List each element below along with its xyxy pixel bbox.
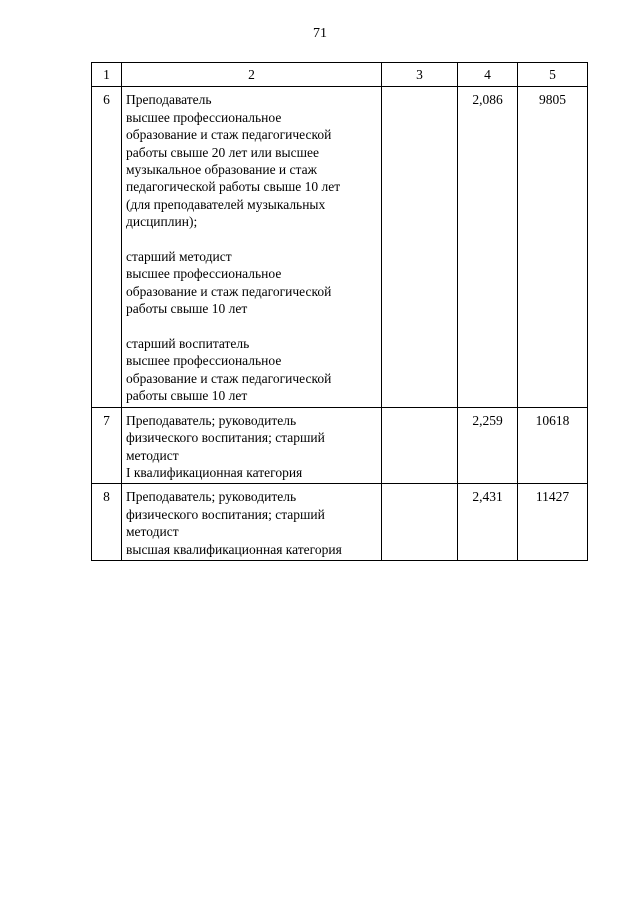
salary-table xyxy=(91,62,588,561)
description-line: методист xyxy=(126,524,179,540)
coefficient-cell: 2,086 xyxy=(458,87,518,407)
empty-cell xyxy=(382,407,458,484)
paragraph-gap xyxy=(126,231,377,248)
position-description xyxy=(122,407,382,484)
position-description xyxy=(122,484,382,561)
description-line: работы свыше 10 лет xyxy=(126,388,248,404)
description-line: Преподаватель xyxy=(126,92,212,108)
header-cell-3: 3 xyxy=(382,63,458,87)
header-cell-4: 4 xyxy=(458,63,518,87)
header-cell-5: 5 xyxy=(518,63,588,87)
page-number: 71 xyxy=(313,26,327,41)
coefficient-cell: 2,431 xyxy=(458,484,518,561)
paragraph-gap xyxy=(126,318,377,335)
description-line: образование и стаж педагогической xyxy=(126,370,332,386)
description-line: образование и стаж педагогической xyxy=(126,127,332,143)
description-line: высшее профессиональное xyxy=(126,353,282,369)
description-line: I квалификационная категория xyxy=(126,464,303,480)
header-cell-1: 1 xyxy=(92,63,122,87)
description-line: дисциплин); xyxy=(126,214,198,230)
description-line: высшее профессиональное xyxy=(126,109,282,125)
description-line: педагогической работы свыше 10 лет xyxy=(126,179,341,195)
description-line: высшее профессиональное xyxy=(126,266,282,282)
table-header-row xyxy=(92,63,588,87)
salary-cell: 9805 xyxy=(518,87,588,407)
description-line: физического воспитания; старший xyxy=(126,506,325,522)
row-number: 6 xyxy=(92,87,122,407)
empty-cell xyxy=(382,484,458,561)
salary-cell: 11427 xyxy=(518,484,588,561)
salary-cell: 10618 xyxy=(518,407,588,484)
description-line: физического воспитания; старший xyxy=(126,430,325,446)
table-row xyxy=(92,407,588,484)
header-cell-2: 2 xyxy=(122,63,382,87)
description-line: работы свыше 10 лет xyxy=(126,301,248,317)
table-row xyxy=(92,87,588,407)
description-line: Преподаватель; руководитель xyxy=(126,412,297,428)
description-line: старший воспитатель xyxy=(126,336,250,352)
description-line: старший методист xyxy=(126,249,232,265)
description-line: высшая квалификационная категория xyxy=(126,541,342,557)
description-line: (для преподавателей музыкальных xyxy=(126,196,326,212)
empty-cell xyxy=(382,87,458,407)
description-line: Преподаватель; руководитель xyxy=(126,489,297,505)
description-line: образование и стаж педагогической xyxy=(126,283,332,299)
position-description xyxy=(122,87,382,407)
row-number: 7 xyxy=(92,407,122,484)
table-row xyxy=(92,484,588,561)
description-line: музыкальное образование и стаж xyxy=(126,162,317,178)
description-line: работы свыше 20 лет или высшее xyxy=(126,144,319,160)
description-line: методист xyxy=(126,447,179,463)
coefficient-cell: 2,259 xyxy=(458,407,518,484)
row-number: 8 xyxy=(92,484,122,561)
